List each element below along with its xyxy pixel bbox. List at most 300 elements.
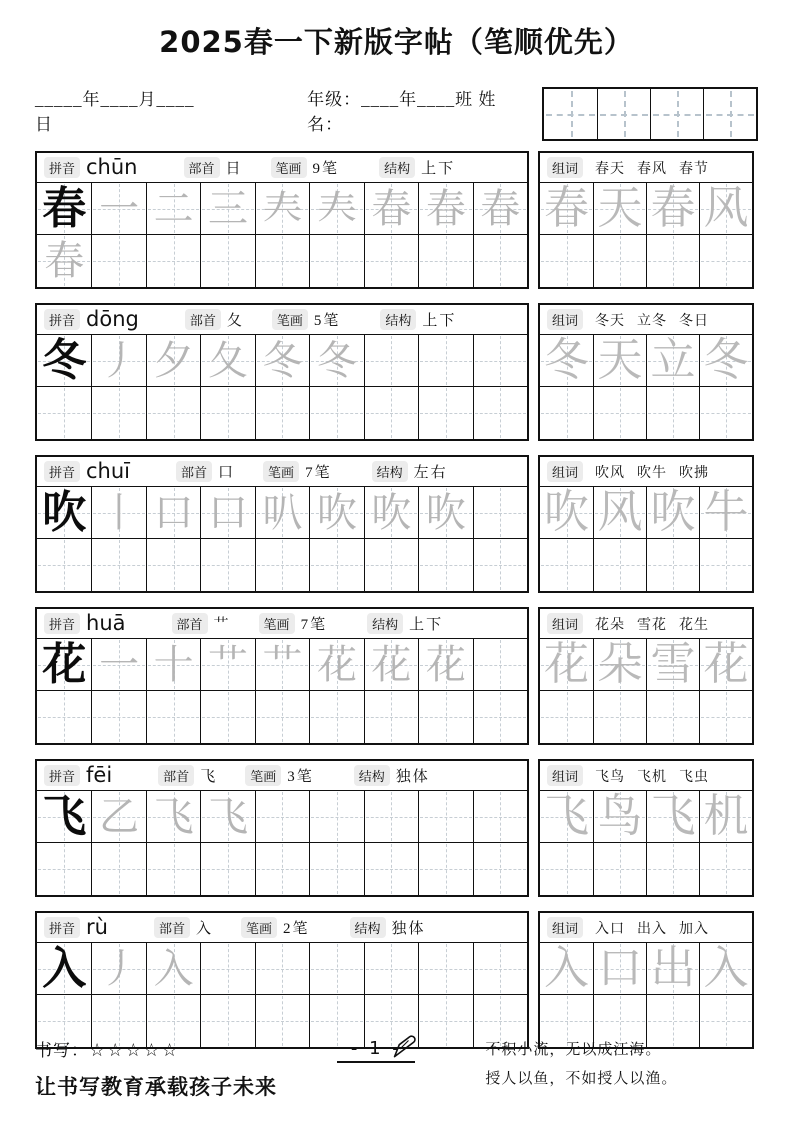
strokes-label: 笔画: [272, 309, 308, 330]
word-trace-cell: [540, 487, 593, 539]
practice-grid: [37, 791, 527, 895]
empty-practice-cell: [200, 691, 254, 743]
empty-practice-cell: [37, 843, 91, 895]
radical-value: 飞: [200, 769, 218, 785]
empty-practice-cell: [200, 943, 254, 995]
stroke-order-cell: [418, 487, 472, 539]
strokes-value: 5笔: [313, 313, 341, 329]
empty-practice-cell: [473, 235, 527, 287]
trace-character: 冬: [316, 337, 357, 383]
practice-panel-header: [37, 609, 527, 639]
words-panel: [538, 455, 754, 593]
empty-practice-cell: [364, 539, 418, 591]
empty-practice-cell: [255, 539, 309, 591]
radical-value: 日: [225, 161, 243, 177]
footer: [35, 1036, 763, 1101]
trace-character: 春: [371, 185, 412, 231]
trace-character: 丿: [99, 337, 140, 383]
trace-character: 夂: [208, 337, 249, 383]
character-row: [35, 607, 758, 745]
word: 飞机: [637, 769, 668, 785]
empty-practice-cell: [593, 691, 646, 743]
empty-practice-cell: [364, 335, 418, 387]
empty-practice-cell: [37, 539, 91, 591]
trace-character: 花: [703, 639, 749, 689]
empty-practice-cell: [593, 843, 646, 895]
practice-panel: [35, 911, 529, 1049]
trace-character: 花: [316, 641, 357, 687]
words-grid: [540, 335, 752, 439]
words-panel-header: [540, 761, 752, 791]
strokes-label: 笔画: [259, 613, 295, 634]
empty-practice-cell: [309, 387, 363, 439]
stroke-order-cell: [146, 487, 200, 539]
words-panel: [538, 303, 754, 441]
empty-practice-cell: [473, 387, 527, 439]
practice-grid: [37, 639, 527, 743]
practice-panel-header: [37, 305, 527, 335]
practice-panel: [35, 151, 529, 289]
stroke-order-cell: [364, 487, 418, 539]
pinyin-value: dōng: [86, 306, 139, 331]
word: 入口: [595, 921, 626, 937]
stroke-order-cell: [146, 183, 200, 235]
empty-practice-cell: [309, 539, 363, 591]
words-list: [589, 614, 709, 634]
word-trace-cell: [699, 183, 752, 235]
stroke-order-cell: [200, 183, 254, 235]
stroke-order-cell: [200, 639, 254, 691]
trace-character: 一: [99, 641, 140, 687]
trace-character: 花: [425, 641, 466, 687]
empty-practice-cell: [91, 235, 145, 287]
empty-practice-cell: [418, 943, 472, 995]
rows: [35, 151, 758, 1049]
trace-character: 花: [543, 639, 589, 689]
trace-character: 飞: [153, 793, 194, 839]
empty-practice-cell: [540, 539, 593, 591]
words-list: [589, 158, 709, 178]
structure-label: 结构: [367, 613, 403, 634]
pinyin-label: 拼音: [44, 917, 80, 938]
pinyin-label: 拼音: [44, 157, 80, 178]
stroke-order-cell: [364, 639, 418, 691]
empty-practice-cell: [418, 843, 472, 895]
empty-practice-cell: [364, 691, 418, 743]
character-row: [35, 151, 758, 289]
writing-rating: [35, 1036, 337, 1061]
stroke-order-cell: [255, 335, 309, 387]
word-trace-cell: [593, 791, 646, 843]
structure-label: 结构: [354, 765, 390, 786]
word-trace-cell: [540, 791, 593, 843]
empty-practice-cell: [473, 843, 527, 895]
empty-practice-cell: [364, 943, 418, 995]
trace-character: 丿: [99, 945, 140, 991]
stroke-order-cell: [309, 487, 363, 539]
empty-practice-cell: [540, 843, 593, 895]
stroke-order-cell: [200, 335, 254, 387]
words-list: [589, 918, 709, 938]
stroke-order-cell: [146, 943, 200, 995]
example-cell: [37, 335, 91, 387]
word: 花生: [679, 617, 710, 633]
empty-practice-cell: [418, 791, 472, 843]
example-cell: [37, 943, 91, 995]
word: 立冬: [637, 313, 668, 329]
words-list: [589, 462, 709, 482]
empty-practice-cell: [200, 387, 254, 439]
trace-character: 二: [153, 185, 194, 231]
footer-left: [35, 1036, 337, 1101]
radical-label: 部首: [158, 765, 194, 786]
empty-practice-cell: [364, 791, 418, 843]
word: 冬日: [679, 313, 710, 329]
example-cell: [37, 791, 91, 843]
trace-character: 牛: [703, 487, 749, 537]
trace-character: 𡗗: [262, 185, 303, 231]
pinyin-label: 拼音: [44, 765, 80, 786]
trace-character: 春: [480, 185, 521, 231]
name-grid-cell[interactable]: [597, 89, 650, 139]
trace-character: 春: [425, 185, 466, 231]
word-trace-cell: [593, 639, 646, 691]
rating-stars: ☆☆☆☆☆: [89, 1040, 180, 1060]
empty-practice-cell: [473, 639, 527, 691]
name-grid-cell[interactable]: [544, 89, 597, 139]
stroke-order-cell: [309, 335, 363, 387]
strokes-value: 7笔: [305, 465, 332, 481]
word-trace-cell: [593, 943, 646, 995]
words-grid: [540, 943, 752, 1047]
practice-panel-header: [37, 153, 527, 183]
words-list: [589, 310, 709, 330]
structure-label: 结构: [372, 461, 408, 482]
words-label: 组词: [547, 461, 583, 482]
example-cell: [37, 639, 91, 691]
stroke-order-cell: [309, 639, 363, 691]
radical-value: 口: [218, 465, 236, 481]
empty-practice-cell: [91, 539, 145, 591]
pinyin-label: 拼音: [44, 309, 80, 330]
empty-practice-cell: [699, 843, 752, 895]
strokes-label: 笔画: [271, 157, 307, 178]
trace-character: 冬: [262, 337, 303, 383]
word-trace-cell: [646, 335, 699, 387]
trace-character: 口: [208, 489, 249, 535]
stroke-order-cell: [255, 183, 309, 235]
words-label: 组词: [547, 309, 583, 330]
empty-practice-cell: [255, 691, 309, 743]
stroke-order-cell: [91, 487, 145, 539]
stroke-order-cell: [418, 639, 472, 691]
stroke-order-cell: [91, 183, 145, 235]
structure-value: 独体: [391, 921, 426, 937]
words-label: 组词: [547, 917, 583, 938]
empty-practice-cell: [364, 235, 418, 287]
structure-value: 左右: [413, 465, 448, 481]
quote-line-1: 不积小流，无以成江海。: [485, 1042, 662, 1058]
radical-label: 部首: [184, 157, 220, 178]
pinyin-value: rù: [86, 914, 108, 939]
word: 吹风: [595, 465, 626, 481]
trace-character: 入: [153, 945, 194, 991]
name-grid-cell[interactable]: [650, 89, 703, 139]
pinyin-label: 拼音: [44, 613, 80, 634]
stroke-order-cell: [146, 639, 200, 691]
structure-value: 独体: [395, 769, 430, 785]
empty-practice-cell: [540, 235, 593, 287]
word: 冬天: [595, 313, 626, 329]
stroke-order-cell: [200, 791, 254, 843]
empty-practice-cell: [473, 791, 527, 843]
pinyin-value: chuī: [86, 458, 131, 483]
trace-character: 夕: [153, 337, 194, 383]
pinyin-value: huā: [86, 610, 126, 635]
page-title: 2025春一下新版字帖（笔顺优先）: [159, 25, 634, 59]
radical-label: 部首: [154, 917, 190, 938]
empty-practice-cell: [699, 691, 752, 743]
word-trace-cell: [699, 639, 752, 691]
radical-label: 部首: [185, 309, 221, 330]
stroke-order-cell: [91, 943, 145, 995]
empty-practice-cell: [146, 539, 200, 591]
empty-practice-cell: [309, 235, 363, 287]
trace-character: 风: [703, 183, 749, 233]
words-panel: [538, 759, 754, 897]
empty-practice-cell: [699, 235, 752, 287]
empty-practice-cell: [255, 235, 309, 287]
empty-practice-cell: [200, 843, 254, 895]
radical-value: 入: [195, 921, 213, 937]
strokes-label: 笔画: [245, 765, 281, 786]
word-trace-cell: [646, 487, 699, 539]
stroke-order-cell: [255, 487, 309, 539]
stroke-order-cell: [146, 791, 200, 843]
pinyin-value: fēi: [86, 762, 113, 787]
empty-practice-cell: [200, 539, 254, 591]
pinyin-value: chūn: [86, 154, 138, 179]
trace-character: 艹: [262, 641, 303, 687]
practice-panel: [35, 455, 529, 593]
stroke-order-cell: [91, 791, 145, 843]
character-row: [35, 455, 758, 593]
empty-practice-cell: [146, 843, 200, 895]
empty-practice-cell: [91, 843, 145, 895]
word: 吹拂: [679, 465, 710, 481]
radical-label: 部首: [176, 461, 212, 482]
radical-label: 部首: [172, 613, 208, 634]
word: 飞虫: [679, 769, 710, 785]
word-trace-cell: [540, 183, 593, 235]
trace-character: 天: [597, 183, 643, 233]
pen-icon: [391, 1032, 421, 1062]
trace-character: 飞: [543, 791, 589, 841]
trace-character: 雪: [650, 639, 696, 689]
empty-practice-cell: [593, 387, 646, 439]
structure-value: 上下: [421, 161, 456, 177]
word-trace-cell: [646, 791, 699, 843]
trace-character: 一: [99, 185, 140, 231]
page-number: - 1 -: [350, 1038, 402, 1059]
trace-character: 吹: [425, 489, 466, 535]
word-trace-cell: [699, 335, 752, 387]
trace-character: 十: [153, 641, 194, 687]
trace-character: 天: [597, 335, 643, 385]
empty-practice-cell: [255, 387, 309, 439]
words-label: 组词: [547, 613, 583, 634]
structure-label: 结构: [350, 917, 386, 938]
empty-practice-cell: [364, 843, 418, 895]
example-character: 入: [42, 943, 87, 993]
example-character: 吹: [42, 487, 87, 537]
words-list: [589, 766, 709, 786]
empty-practice-cell: [364, 387, 418, 439]
trace-character: 乙: [99, 793, 140, 839]
empty-practice-cell: [699, 387, 752, 439]
word: 雪花: [637, 617, 668, 633]
stroke-order-cell: [309, 183, 363, 235]
name-grid: [542, 87, 758, 141]
empty-practice-cell: [418, 335, 472, 387]
writing-label: 书写：: [35, 1041, 89, 1060]
word: 飞鸟: [595, 769, 626, 785]
trace-character: 冬: [543, 335, 589, 385]
empty-practice-cell: [418, 387, 472, 439]
trace-character: 吹: [316, 489, 357, 535]
words-panel-header: [540, 305, 752, 335]
stroke-order-cell: [364, 183, 418, 235]
empty-practice-cell: [91, 387, 145, 439]
info-line: [35, 87, 758, 141]
practice-panel-header: [37, 457, 527, 487]
strokes-value: 2笔: [283, 921, 310, 937]
character-row: [35, 303, 758, 441]
strokes-value: 7笔: [300, 617, 328, 633]
word: 吹牛: [637, 465, 668, 481]
trace-character: 风: [597, 487, 643, 537]
strokes-label: 笔画: [241, 917, 277, 938]
grade-name-blanks: 年级：____年____班 姓名：: [307, 90, 497, 134]
trace-cell: [37, 235, 91, 287]
trace-character: 飞: [650, 791, 696, 841]
empty-practice-cell: [309, 691, 363, 743]
example-character: 花: [42, 639, 87, 689]
empty-practice-cell: [540, 387, 593, 439]
word-trace-cell: [540, 943, 593, 995]
trace-character: 丨: [99, 489, 140, 535]
practice-panel: [35, 607, 529, 745]
trace-character: 春: [650, 183, 696, 233]
name-grid-cell[interactable]: [703, 89, 756, 139]
trace-character: 入: [703, 943, 749, 993]
empty-practice-cell: [418, 235, 472, 287]
character-row: [35, 911, 758, 1049]
empty-practice-cell: [91, 691, 145, 743]
trace-character: 入: [543, 943, 589, 993]
empty-practice-cell: [646, 539, 699, 591]
trace-character: 鸟: [597, 791, 643, 841]
empty-practice-cell: [473, 691, 527, 743]
empty-practice-cell: [200, 235, 254, 287]
strokes-label: 笔画: [263, 461, 299, 482]
example-cell: [37, 183, 91, 235]
stroke-order-cell: [200, 487, 254, 539]
structure-label: 结构: [380, 309, 416, 330]
empty-practice-cell: [646, 843, 699, 895]
radical-value: 艹: [213, 617, 231, 633]
trace-character: 春: [44, 238, 85, 283]
empty-practice-cell: [146, 387, 200, 439]
word: 春天: [595, 161, 626, 177]
words-panel-header: [540, 153, 752, 183]
word-trace-cell: [540, 335, 593, 387]
empty-practice-cell: [37, 387, 91, 439]
trace-character: 艹: [208, 641, 249, 687]
word-trace-cell: [540, 639, 593, 691]
empty-practice-cell: [699, 539, 752, 591]
word-trace-cell: [593, 487, 646, 539]
stroke-order-cell: [255, 639, 309, 691]
words-grid: [540, 639, 752, 743]
empty-practice-cell: [309, 943, 363, 995]
empty-practice-cell: [473, 539, 527, 591]
words-label: 组词: [547, 765, 583, 786]
empty-practice-cell: [255, 943, 309, 995]
example-character: 冬: [42, 335, 87, 385]
word: 春风: [637, 161, 668, 177]
structure-label: 结构: [379, 157, 415, 178]
empty-practice-cell: [309, 791, 363, 843]
empty-practice-cell: [540, 691, 593, 743]
words-grid: [540, 183, 752, 287]
words-panel: [538, 607, 754, 745]
date-blanks: _____年____月____日: [35, 90, 195, 134]
trace-character: 春: [543, 183, 589, 233]
practice-grid: [37, 183, 527, 287]
words-panel: [538, 911, 754, 1049]
empty-practice-cell: [646, 691, 699, 743]
practice-panel-header: [37, 913, 527, 943]
empty-practice-cell: [646, 387, 699, 439]
words-panel-header: [540, 609, 752, 639]
empty-practice-cell: [473, 335, 527, 387]
empty-practice-cell: [473, 487, 527, 539]
trace-character: 朵: [597, 639, 643, 689]
stroke-order-cell: [146, 335, 200, 387]
words-grid: [540, 487, 752, 591]
trace-character: 𡗗: [316, 185, 357, 231]
word: 加入: [679, 921, 710, 937]
practice-grid: [37, 943, 527, 1047]
empty-practice-cell: [593, 539, 646, 591]
word-trace-cell: [646, 943, 699, 995]
trace-character: 立: [650, 335, 696, 385]
word-trace-cell: [699, 791, 752, 843]
structure-value: 上下: [409, 617, 444, 633]
practice-panel-header: [37, 761, 527, 791]
trace-character: 出: [650, 943, 696, 993]
trace-character: 吹: [371, 489, 412, 535]
trace-character: 吹: [650, 487, 696, 537]
footer-slogan: 让书写教育承载孩子未来: [35, 1075, 277, 1099]
words-panel-header: [540, 457, 752, 487]
example-character: 春: [42, 183, 87, 233]
pinyin-label: 拼音: [44, 461, 80, 482]
word-trace-cell: [699, 943, 752, 995]
word: 出入: [637, 921, 668, 937]
words-label: 组词: [547, 157, 583, 178]
